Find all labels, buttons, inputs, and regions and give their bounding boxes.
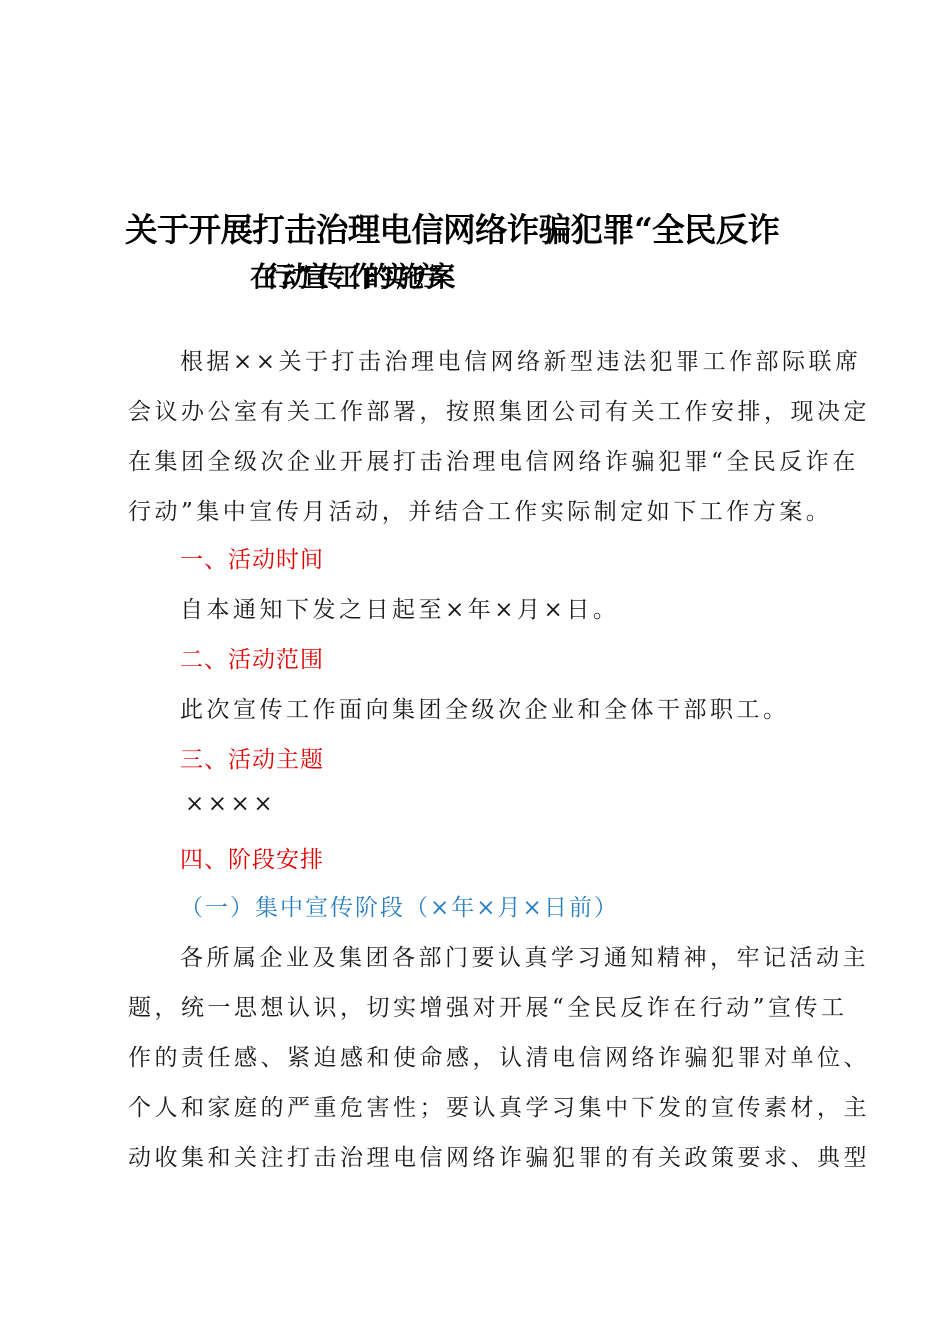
section-1-heading: 一、活动时间: [180, 547, 324, 573]
section-4-body-line-5: 动收集和关注打击治理电信网络诈骗犯罪的有关政策要求、典型: [128, 1145, 870, 1171]
section-3-heading: 三、活动主题: [180, 747, 324, 773]
intro-line-3: 在集团全级次企业开展打击治理电信网络诈骗犯罪“全民反诈在: [128, 449, 859, 475]
section-4-body-line-3: 作的责任感、紧迫感和使命感，认清电信网络诈骗犯罪对单位、: [128, 1045, 870, 1071]
intro-line-2: 会议办公室有关工作部署，按照集团公司有关工作安排，现决定: [128, 399, 870, 425]
section-2-heading: 二、活动范围: [180, 647, 324, 673]
section-4-body-line-1: 各所属企业及集团各部门要认真学习通知精神，牢记活动主: [180, 945, 869, 971]
section-4-body-line-2: 题，统一思想认识，切实增强对开展“全民反诈在行动”宣传工: [128, 995, 848, 1021]
section-1-body: 自本通知下发之日起至×年×月×日。: [180, 597, 620, 623]
section-4-heading: 四、阶段安排: [180, 847, 324, 873]
document-title-line-2: 在行动”宣传工作的实施方案: [250, 262, 444, 293]
section-4-body-line-4: 个人和家庭的严重危害性；要认真学习集中下发的宣传素材，主: [128, 1095, 870, 1121]
section-3-body: ××××: [185, 791, 277, 817]
intro-line-4: 行动”集中宣传月活动，并结合工作实际制定如下工作方案。: [128, 499, 833, 525]
section-2-body: 此次宣传工作面向集团全级次企业和全体干部职工。: [180, 697, 790, 723]
intro-line-1: 根据××关于打击治理电信网络新型违法犯罪工作部际联席: [180, 349, 862, 375]
section-4-subheading: （一）集中宣传阶段（×年×月×日前）: [180, 895, 619, 921]
document-title-line-1: 关于开展打击治理电信网络诈骗犯罪“全民反诈: [125, 210, 780, 249]
